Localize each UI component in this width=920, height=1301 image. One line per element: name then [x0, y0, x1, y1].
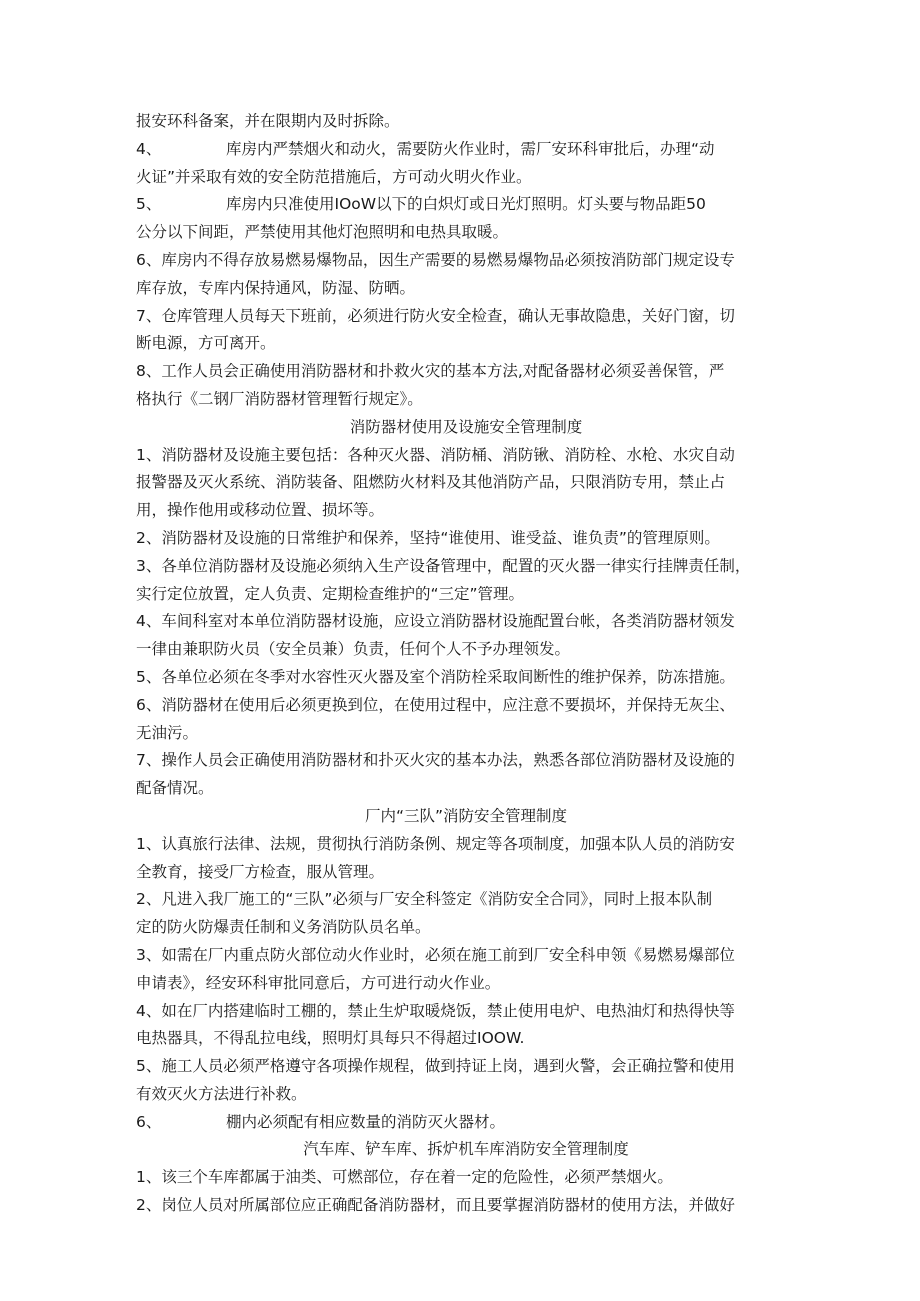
- paragraph-line: 无油污。: [136, 723, 199, 742]
- paragraph-line: 格执行《二钢厂消防器材管理暂行规定》。: [136, 389, 423, 408]
- paragraph-line: 7、仓库管理人员每天下班前，必须进行防火安全检查，确认无事故隐患，关好门窗，切: [136, 306, 735, 325]
- paragraph-line: 一律由兼职防火员（安全员兼）负责，任何个人不予办理领发。: [136, 640, 571, 659]
- paragraph-line: 6、消防器材在使用后必须更换到位，在使用过程中，应注意不要损坏，并保持无灰尘、: [136, 695, 735, 714]
- paragraph-line: 6、库房内不得存放易燃易爆物品，因生产需要的易燃易爆物品必须按消防部门规定设专: [136, 250, 735, 269]
- paragraph-line: 火证”并采取有效的安全防范措施后，方可动火明火作业。: [136, 167, 532, 186]
- paragraph-line: 3、各单位消防器材及设施必须纳入生产设备管理中，配置的灭火器一律实行挂牌责任制，: [136, 556, 751, 575]
- paragraph-text: 棚内必须配有相应数量的消防灭火器材。: [226, 1112, 506, 1131]
- document-page: [136, 108, 796, 1220]
- paragraph-line: [136, 1109, 796, 1137]
- section-heading: 消防器材使用及设施安全管理制度: [349, 417, 583, 436]
- paragraph-line: [136, 136, 796, 164]
- paragraph-line: 4、车间科室对本单位消防器材设施，应设立消防器材设施配置台帐，各类消防器材领发: [136, 612, 735, 631]
- paragraph-text: 库房内严禁烟火和动火，需要防火作业时，需厂安环科审批后，办理“动: [226, 139, 715, 158]
- paragraph-line: 断电源，方可离开。: [136, 334, 276, 353]
- paragraph-line: 1、该三个车库都属于油类、可燃部位，存在着一定的危险性，必须严禁烟火。: [136, 1168, 673, 1187]
- paragraph-line: 公分以下间距，严禁使用其他灯泡照明和电热具取暖。: [136, 223, 509, 242]
- paragraph-line: 库存放，专库内保持通风，防湿、防晒。: [136, 278, 416, 297]
- paragraph-line: 申请表》，经安环科审批同意后，方可进行动火作业。: [136, 973, 501, 992]
- paragraph-line: 5、各单位必须在冬季对水容性灭火器及室个消防栓采取间断性的维护保养，防冻措施。: [136, 667, 735, 686]
- item-number: 4、: [136, 139, 162, 158]
- item-number: 6、: [136, 1112, 162, 1131]
- section-heading: 厂内“三队”消防安全管理制度: [364, 806, 568, 825]
- paragraph-line: 报警器及灭火系统、消防装备、阻燃防火材料及其他消防产品，只限消防专用，禁止占: [136, 473, 726, 492]
- paragraph-line: 7、操作人员会正确使用消防器材和扑灭火灾的基本办法，熟悉各部位消防器材及设施的: [136, 751, 735, 770]
- paragraph-text: 库房内只准使用IOoW以下的白炽灯或日光灯照明。灯头要与物品距50: [226, 195, 706, 214]
- paragraph-line: 定的防火防爆责任制和义务消防队员名单。: [136, 918, 431, 937]
- item-number: 5、: [136, 195, 162, 214]
- paragraph-line: 有效灭火方法进行补救。: [136, 1084, 307, 1103]
- section-heading: 汽车库、铲车库、拆炉机车库消防安全管理制度: [303, 1140, 629, 1159]
- paragraph-line: 5、施工人员必须严格遵守各项操作规程，做到持证上岗，遇到火警，会正确拉警和使用: [136, 1057, 735, 1076]
- paragraph-line: 2、消防器材及设施的日常维护和保养，坚持“谁使用、谁受益、谁负责”的管理原则。: [136, 528, 720, 547]
- paragraph-line: 3、如需在厂内重点防火部位动火作业时，必须在施工前到厂安全科申领《易燃易爆部位: [136, 945, 735, 964]
- paragraph-line: 配备情况。: [136, 779, 214, 798]
- paragraph-line: 全教育，接受厂方检查，服从管理。: [136, 862, 385, 881]
- paragraph-line: 电热器具，不得乱拉电线，照明灯具每只不得超过IOOW.: [136, 1029, 525, 1048]
- paragraph-line: 1、消防器材及设施主要包括：各种灭火器、消防桶、消防锹、消防栓、水枪、水灾自动: [136, 445, 735, 464]
- paragraph-line: 1、认真旅行法律、法规，贯彻执行消防条例、规定等各项制度，加强本队人员的消防安: [136, 834, 735, 853]
- paragraph-line: 报安环科备案，并在限期内及时拆除。: [136, 112, 400, 130]
- paragraph-line: 4、如在厂内搭建临时工棚的，禁止生炉取暖烧饭，禁止使用电炉、电热油灯和热得快等: [136, 1001, 735, 1020]
- paragraph-line: [136, 191, 796, 219]
- paragraph-line: 用，操作他用或移动位置、损坏等。: [136, 501, 385, 520]
- paragraph-line: 2、岗位人员对所属部位应正确配备消防器材，而且要掌握消防器材的使用方法，并做好: [136, 1196, 735, 1215]
- paragraph-line: 2、凡进入我厂施工的“三队”必须与厂安全科签定《消防安全合同》，同时上报本队制: [136, 890, 713, 909]
- paragraph-line: 8、工作人员会正确使用消防器材和扑救火灾的基本方法,对配备器材必须妥善保管，严: [136, 362, 725, 381]
- paragraph-line: 实行定位放置，定人负责、定期检查维护的“三定”管理。: [136, 584, 525, 603]
